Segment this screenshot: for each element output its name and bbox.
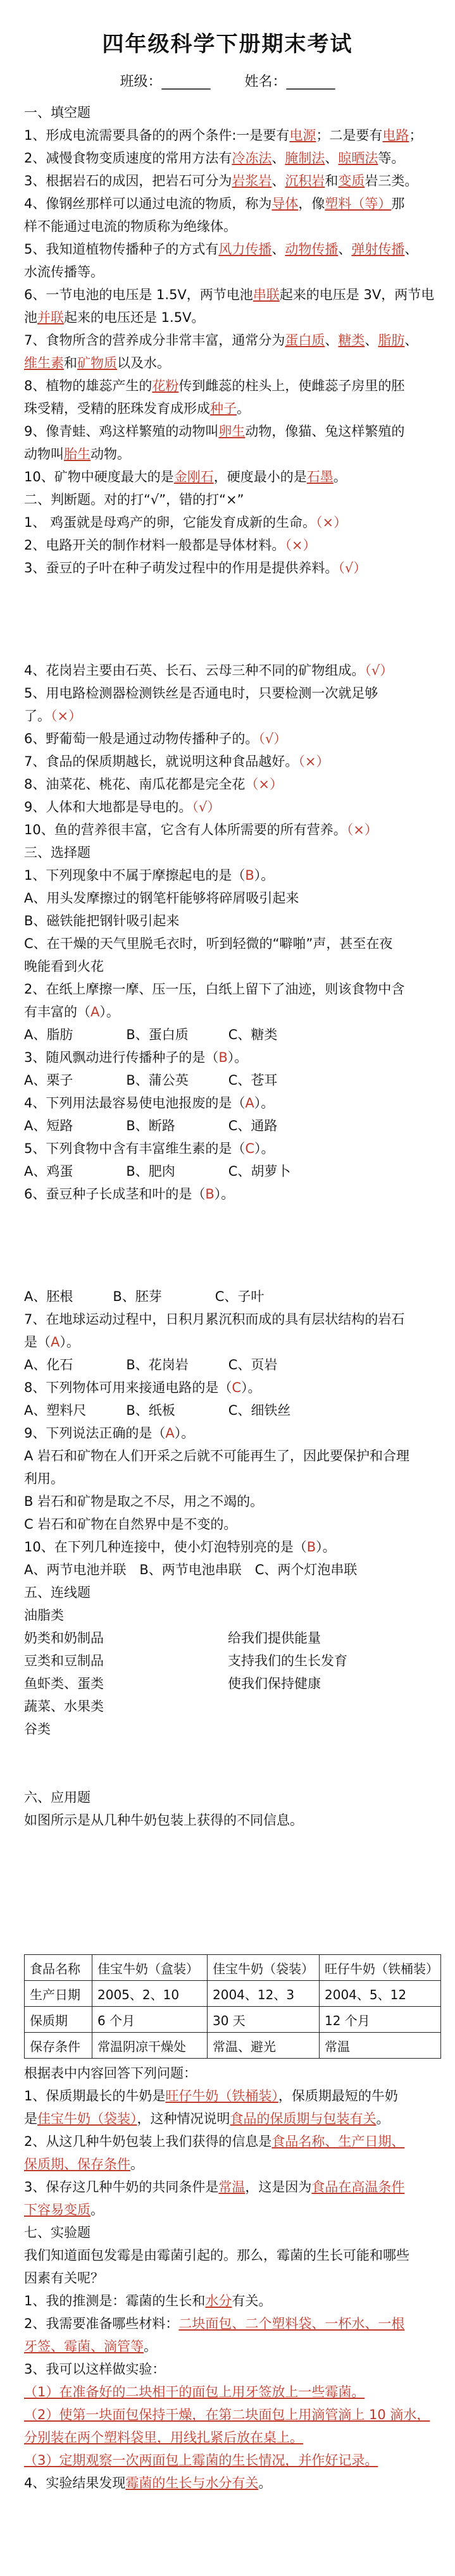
fill-q5-cont: 水流传播等。	[24, 264, 104, 280]
section-head-choice: 三、选择题	[24, 845, 90, 860]
apply-intro: 如图所示是从几种牛奶包装上获得的不同信息。	[24, 1813, 303, 1828]
choice-q6-opts: A、胚根 B、胚芽 C、子叶	[24, 1289, 265, 1304]
exp-p3: 3、我可以这样做实验：	[24, 2362, 166, 2377]
apply-a2: 2、从这几种牛奶包装上我们获得的信息是食品名称、生产日期、	[24, 2134, 405, 2149]
table-header: 旺仔牛奶（铁桶装）	[320, 1955, 441, 1981]
choice-q3-opts: A、栗子 B、蒲公英 C、苍耳	[24, 1073, 278, 1088]
section-head-apply: 六、应用题	[24, 1790, 90, 1805]
judge-q3: 3、蚕豆的子叶在种子萌发过程中的作用是提供养料。（√）	[24, 560, 367, 576]
section-head-exp: 七、实验题	[24, 2225, 90, 2240]
table-header: 食品名称	[25, 1955, 92, 1981]
exp-step2: （2）使第一块面包保持干燥，在第二块面包上用滴管滴上 10 滴水，	[24, 2407, 430, 2422]
choice-q9-b: B 岩石和矿物是取之不尽，用之不竭的。	[24, 1494, 264, 1509]
table-header: 佳宝牛奶（袋装）	[208, 1955, 320, 1981]
match-left-1: 油脂类	[24, 1608, 64, 1623]
table-row	[25, 1981, 441, 2007]
fill-q9: 9、像青蛙、鸡这样繁殖的动物叫卵生动物，像猫、兔这样繁殖的	[24, 424, 405, 439]
table-cell: 2005、2、10	[92, 1981, 208, 2007]
choice-q6: 6、蚕豆种子长成茎和叶的是（B）。	[24, 1186, 235, 1202]
fill-q9-cont: 动物叫胎生动物。	[24, 447, 130, 462]
choice-q2-cont: 有丰富的（A）。	[24, 1004, 120, 1020]
match-left-2: 奶类和奶制品	[24, 1630, 104, 1646]
match-left-5: 蔬菜、水果类	[24, 1699, 104, 1714]
table-cell: 常温阴凉干燥处	[92, 2033, 208, 2059]
table-cell: 2004、12、3	[208, 1981, 320, 2007]
table-cell: 30 天	[208, 2007, 320, 2033]
judge-q5: 5、用电路检测器检测铁丝是否通电时，只要检测一次就足够	[24, 686, 378, 701]
class-label: 班级：_______	[120, 74, 211, 90]
judge-q8: 8、油菜花、桃花、南瓜花都是完全花（×）	[24, 777, 283, 792]
choice-q8: 8、下列物体可用来接通电路的是（C）。	[24, 1380, 261, 1395]
choice-q1-c-cont: 晚能看到火花	[24, 959, 104, 974]
table-cell: 2004、5、12	[320, 1981, 441, 2007]
fill-q8: 8、植物的雄蕊产生的花粉传到雌蕊的柱头上，使雌蕊子房里的胚	[24, 378, 405, 393]
judge-q1: 1、 鸡蛋就是母鸡产的卵，它能发育成新的生命。（×）	[24, 515, 347, 530]
table-cell: 6 个月	[92, 2007, 208, 2033]
apply-a1: 1、保质期最长的牛奶是旺仔牛奶（铁桶装），保质期最短的牛奶	[24, 2088, 398, 2104]
apply-a3: 3、保存这几种牛奶的共同条件是常温，这是因为食品在高温条件	[24, 2179, 405, 2195]
table-cell: 常温、避光	[208, 2033, 320, 2059]
choice-q9-c: C 岩石和矿物在自然界中是不变的。	[24, 1517, 237, 1532]
table-cell: 12 个月	[320, 2007, 441, 2033]
table-cell: 生产日期	[25, 1981, 92, 2007]
choice-q7: 7、在地球运动过程中，日积月累沉积而成的具有层状结构的岩石	[24, 1312, 405, 1327]
table-header: 佳宝牛奶（盒装）	[92, 1955, 208, 1981]
match-right-1: 给我们提供能量	[228, 1630, 321, 1646]
choice-q9-a: A 岩石和矿物在人们开采之后就不可能再生了，因此要保护和合理	[24, 1448, 410, 1464]
fill-q4-cont: 样不能通过电流的物质称为绝缘体。	[24, 219, 237, 234]
fill-q2: 2、减慢食物变质速度的常用方法有冷冻法、腌制法、晾晒法等。	[24, 151, 405, 166]
exp-intro: 我们知道面包发霉是由霉菌引起的。那么，霉菌的生长可能和哪些	[24, 2248, 409, 2263]
match-left-4: 鱼虾类、蛋类	[24, 1676, 104, 1691]
choice-q5: 5、下列食物中含有丰富维生素的是（C）。	[24, 1141, 275, 1156]
judge-q9: 9、人体和大地都是导电的。（√）	[24, 799, 221, 815]
choice-q1-b: B、磁铁能把钢针吸引起来	[24, 913, 180, 928]
match-left-6: 谷类	[24, 1722, 51, 1737]
choice-q1: 1、下列现象中不属于摩擦起电的是（B）。	[24, 868, 275, 883]
apply-a1-cont: 是佳宝牛奶（袋装），这种情况说明食品的保质期与包装有关。	[24, 2111, 390, 2126]
match-left-3: 豆类和豆制品	[24, 1653, 104, 1668]
fill-q10: 10、矿物中硬度最大的是金刚石，硬度最小的是石墨。	[24, 469, 347, 484]
fill-q6-cont: 池并联起来的电压还是 1.5V。	[24, 310, 205, 325]
apply-a2-cont: 保质期、保存条件。	[24, 2157, 144, 2172]
choice-q8-opts: A、塑料尺 B、纸板 C、细铁丝	[24, 1403, 291, 1418]
choice-q2: 2、在纸上摩擦一摩、压一压，白纸上留下了油迹，则该食物中含	[24, 982, 405, 997]
choice-q5-opts: A、鸡蛋 B、肥肉 C、胡萝卜	[24, 1164, 291, 1179]
apply-a3-cont: 下容易变质。	[24, 2202, 104, 2217]
fill-q6: 6、一节电池的电压是 1.5V，两节电池串联起来的电压是 3V，两节电	[24, 287, 435, 302]
choice-q2-opts: A、脂肪 B、蛋白质 C、糖类	[24, 1027, 278, 1042]
section-head-fill: 一、填空题	[24, 105, 90, 120]
exp-p2-cont: 牙签、霉菌、滴管等。	[24, 2339, 157, 2354]
section-head-judge: 二、判断题。对的打“√”，错的打“×”	[24, 492, 244, 507]
choice-q7-opts: A、化石 B、花岗岩 C、页岩	[24, 1357, 278, 1372]
exp-intro-cont: 因素有关呢？	[24, 2271, 104, 2286]
fill-q7: 7、食物所含的营养成分非常丰富，通常分为蛋白质、糖类、脂肪、	[24, 333, 418, 348]
fill-q4: 4、像钢丝那样可以通过电流的物质，称为导体，像塑料（等）那	[24, 196, 405, 211]
choice-q7-cont: 是（A）。	[24, 1334, 80, 1350]
exp-step2-cont: 分别装在两个塑料袋里，用线扎紧后放在桌上。	[24, 2430, 303, 2445]
exp-step1: （1）在准备好的二块相干的面包上用牙签放上一些霉菌。	[24, 2384, 365, 2400]
table-cell: 常温	[320, 2033, 441, 2059]
class-name-line	[0, 71, 455, 90]
apply-ask: 根据表中内容回答下列问题：	[24, 2066, 197, 2081]
judge-q10: 10、鱼的营养很丰富，它含有人体所需要的所有营养。（×）	[24, 822, 378, 837]
name-label: 姓名：_______	[244, 74, 335, 90]
judge-q5-cont: 了。（×）	[24, 708, 82, 724]
judge-q2: 2、电路开关的制作材料一般都是导体材料。（×）	[24, 538, 316, 553]
fill-q8-cont: 珠受精，受精的胚珠发育成形成种子。	[24, 401, 250, 416]
table-header-row	[25, 1955, 441, 1981]
table-row	[25, 2033, 441, 2059]
choice-q3: 3、随风飘动进行传播种子的是（B）。	[24, 1050, 248, 1065]
fill-q3: 3、根据岩石的成因，把岩石可分为岩浆岩、沉积岩和变质岩三类。	[24, 173, 418, 188]
section-head-match: 五、连线题	[24, 1585, 90, 1600]
table-cell: 保质期	[25, 2007, 92, 2033]
exp-p4: 4、实验结果发现霉菌的生长与水分有关。	[24, 2475, 272, 2491]
fill-q5: 5、我知道植物传播种子的方式有风力传播、动物传播、弹射传播、	[24, 242, 418, 257]
choice-q10-opts: A、两节电池并联 B、两节电池串联 C、两个灯泡串联	[24, 1562, 358, 1577]
choice-q10: 10、在下列几种连接中，使小灯泡特别亮的是（B）。	[24, 1539, 336, 1555]
exp-p2: 2、我需要准备哪些材料：二块面包、二个塑料袋、一杯水、一根	[24, 2316, 405, 2331]
choice-q9-a-cont: 利用。	[24, 1471, 64, 1486]
exam-title: 四年级科学下册期末考试	[102, 32, 353, 57]
judge-q7: 7、食品的保质期越长，就说明这种食品越好。（×）	[24, 754, 330, 769]
choice-q4: 4、下列用法最容易使电池报废的是（A）。	[24, 1095, 275, 1111]
match-right-3: 使我们保持健康	[228, 1676, 321, 1691]
match-right-2: 支持我们的生长发育	[228, 1653, 347, 1668]
choice-q1-a: A、用头发摩擦过的钢笔杆能够将碎屑吸引起来	[24, 891, 299, 906]
judge-q6: 6、野葡萄一般是通过动物传播种子的。（√）	[24, 731, 287, 746]
choice-q4-opts: A、短路 B、断路 C、通路	[24, 1118, 278, 1133]
fill-q1: 1、形成电流需要具备的的两个条件:一是要有电源；二是要有电路；	[24, 128, 423, 143]
exp-step3: （3）定期观察一次两面包上霉菌的生长情况，并作好记录。	[24, 2453, 378, 2468]
choice-q9: 9、下列说法正确的是（A）。	[24, 1426, 195, 1441]
table-cell: 保存条件	[25, 2033, 92, 2059]
exp-p1: 1、我的推测是：霉菌的生长和水分有关。	[24, 2293, 272, 2308]
table-row	[25, 2007, 441, 2033]
choice-q1-c: C、在干燥的天气里脱毛衣时，听到轻微的“噼啪”声，甚至在夜	[24, 936, 393, 951]
milk-table	[24, 1954, 441, 2059]
fill-q7-cont: 维生素和矿物质以及水。	[24, 355, 170, 371]
judge-q4: 4、花岗岩主要由石英、长石、云母三种不同的矿物组成。（√）	[24, 663, 394, 678]
